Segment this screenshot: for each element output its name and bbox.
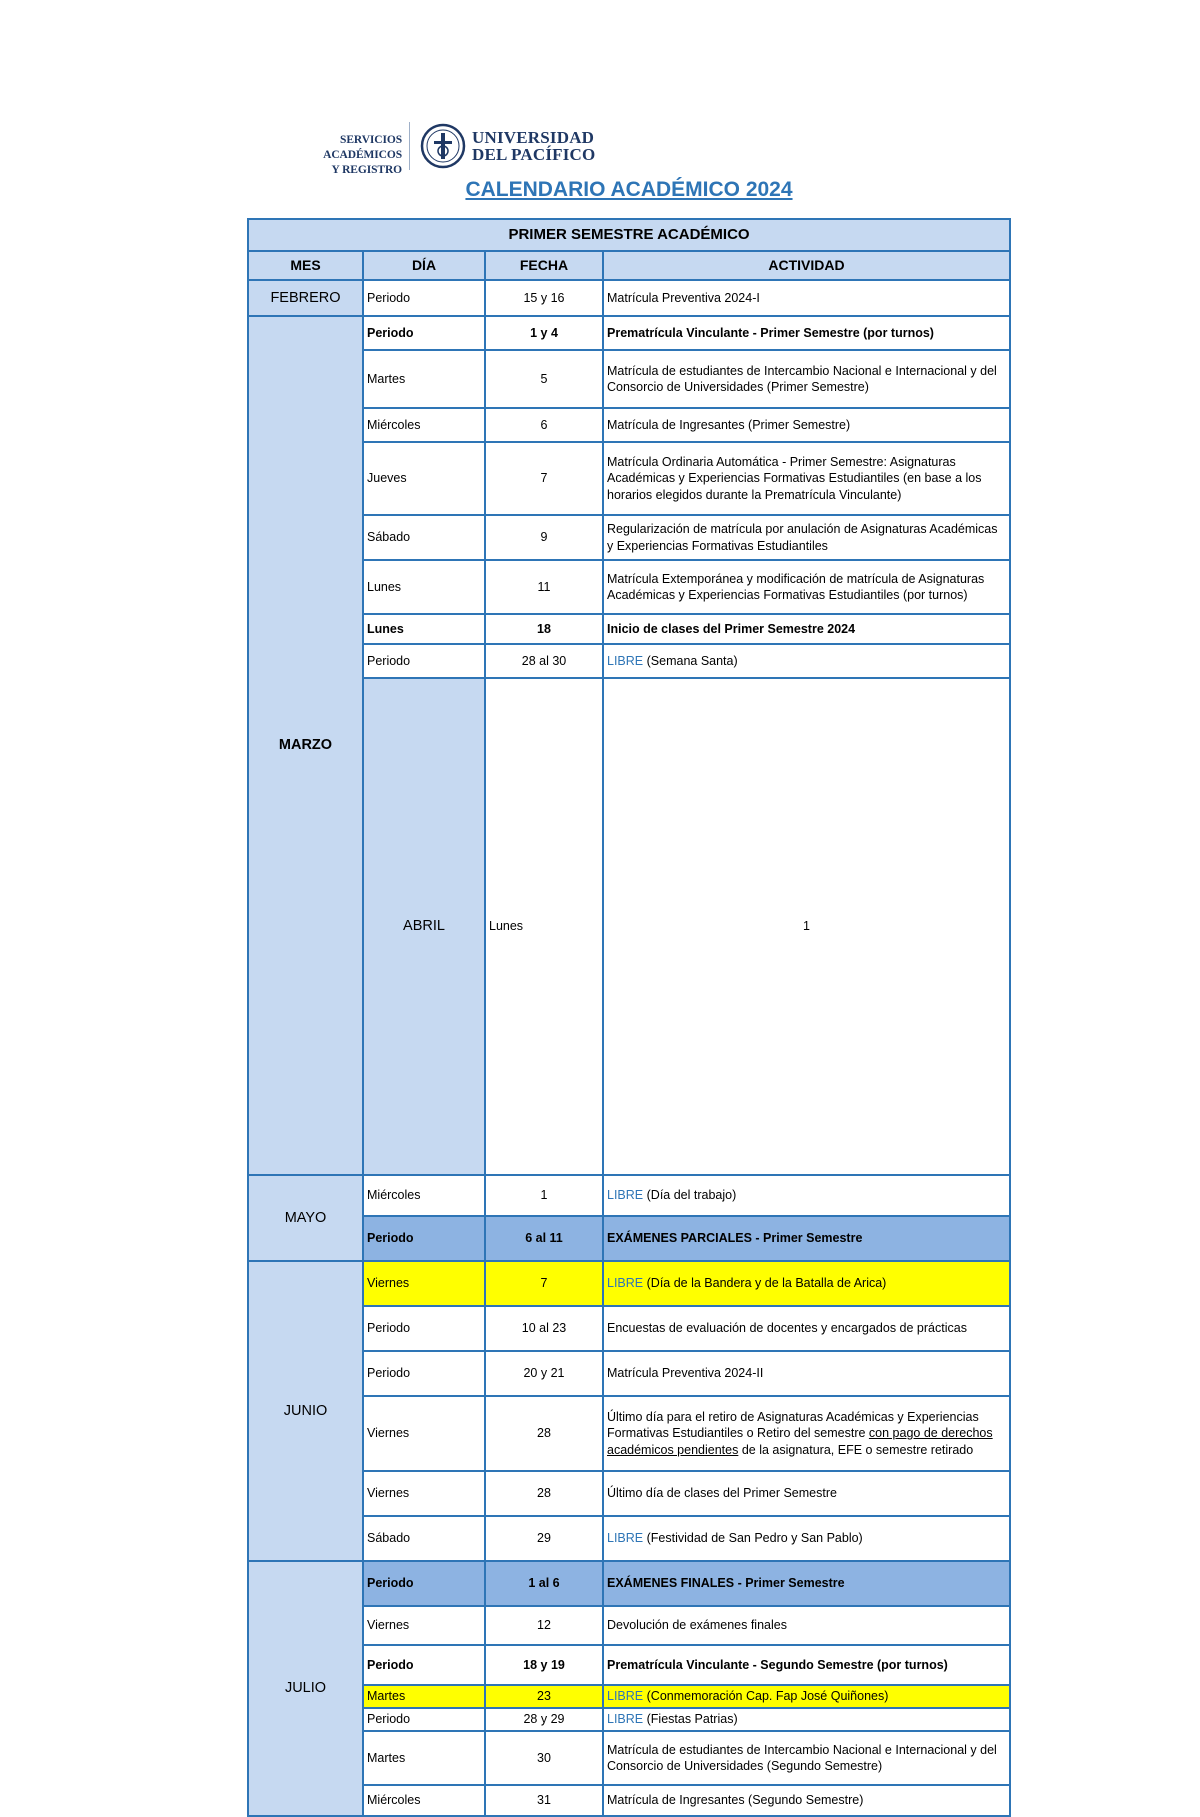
date-cell: 28 <box>485 1471 603 1516</box>
day-cell: Martes <box>363 1731 485 1785</box>
month-cell-junio: JUNIO <box>248 1261 363 1561</box>
activity-cell: Regularización de matrícula por anulación de Asignaturas Académicas y Experiencias Formativas Estudiantiles <box>603 515 1010 560</box>
date-cell: 1 al 6 <box>485 1561 603 1606</box>
column-header-row <box>248 251 1010 280</box>
table-row <box>248 1351 1010 1396</box>
activity-cell: Encuestas de evaluación de docentes y encargados de prácticas <box>603 1306 1010 1351</box>
table-row <box>248 1561 1010 1606</box>
services-logo-text <box>262 133 402 178</box>
day-cell: Periodo <box>363 1561 485 1606</box>
activity-cell <box>603 1396 1010 1471</box>
table-row <box>248 1396 1010 1471</box>
activity-text: (Día de la Bandera y de la Batalla de Arica) <box>646 1276 887 1291</box>
day-cell: Jueves <box>363 442 485 515</box>
activity-cell <box>603 1708 1010 1731</box>
university-logo-text <box>472 129 595 163</box>
table-row <box>248 1785 1010 1816</box>
activity-cell: Devolución de exámenes finales <box>603 1606 1010 1645</box>
activity-text: (Fiestas Patrias) <box>646 1712 738 1727</box>
table-row <box>248 1685 1010 1708</box>
date-cell: 6 al 11 <box>485 1216 603 1261</box>
day-cell: Periodo <box>363 1351 485 1396</box>
activity-text: de la asignatura, EFE o semestre retirado <box>741 1442 974 1457</box>
column-header-fecha: FECHA <box>485 251 603 280</box>
day-cell: Martes <box>363 1685 485 1708</box>
activity-cell: Matrícula Preventiva 2024-I <box>603 280 1010 316</box>
table-row <box>248 1606 1010 1645</box>
date-cell: 15 y 16 <box>485 280 603 316</box>
libre-label: LIBRE <box>607 653 644 668</box>
day-cell: Miércoles <box>363 1785 485 1816</box>
day-cell: Viernes <box>363 1261 485 1306</box>
day-cell: Lunes <box>363 560 485 614</box>
page-title-text: CALENDARIO ACADÉMICO 2024 <box>465 178 793 201</box>
day-cell: Miércoles <box>363 1175 485 1216</box>
activity-cell: Matrícula de Ingresantes (Segundo Semestre) <box>603 1785 1010 1816</box>
services-logo-line2: Y REGISTRO <box>331 164 402 176</box>
university-logo-line2: DEL PACÍFICO <box>472 145 596 164</box>
day-cell: Periodo <box>363 1708 485 1731</box>
date-cell: 7 <box>485 442 603 515</box>
activity-cell: Matrícula Extemporánea y modificación de matrícula de Asignaturas Académicas y Experiencias Formativas Estudiantiles (por turnos) <box>603 560 1010 614</box>
day-cell: Periodo <box>363 280 485 316</box>
semester-title: PRIMER SEMESTRE ACADÉMICO <box>248 219 1010 251</box>
table-row <box>248 1645 1010 1685</box>
table-row <box>248 408 1010 442</box>
table-row <box>248 614 1010 644</box>
date-cell: 18 <box>485 614 603 644</box>
activity-cell: Matrícula Preventiva 2024-II <box>603 1351 1010 1396</box>
date-cell: 23 <box>485 1685 603 1708</box>
university-seal-icon <box>420 123 466 169</box>
date-cell: 9 <box>485 515 603 560</box>
date-cell: 31 <box>485 1785 603 1816</box>
libre-label: LIBRE <box>607 1712 644 1727</box>
libre-label: LIBRE <box>607 1188 644 1203</box>
activity-cell: Matrícula de estudiantes de Intercambio Nacional e Internacional y del Consorcio de Universidades (Primer Semestre) <box>603 350 1010 408</box>
day-cell: Periodo <box>363 1216 485 1261</box>
libre-label: LIBRE <box>607 1689 644 1704</box>
activity-text: Último día para el retiro de Asignaturas Académicas y Experiencias Formativas Estudiantiles o Retiro del semestre <box>607 1409 979 1441</box>
month-cell-marzo: MARZO <box>248 316 363 1175</box>
activity-emphasis: con pago de derechos académicos pendientes <box>607 1426 993 1457</box>
day-cell: Viernes <box>363 1396 485 1471</box>
day-cell: Sábado <box>363 1516 485 1561</box>
date-cell: 30 <box>485 1731 603 1785</box>
table-row <box>248 515 1010 560</box>
date-cell: 28 al 30 <box>485 644 603 678</box>
day-cell: Periodo <box>363 644 485 678</box>
day-cell: Periodo <box>363 316 485 350</box>
date-cell: 1 <box>485 1175 603 1216</box>
column-header-actividad: ACTIVIDAD <box>603 251 1010 280</box>
page-title <box>0 178 1200 202</box>
table-row <box>248 1306 1010 1351</box>
activity-cell: Matrícula Ordinaria Automática - Primer Semestre: Asignaturas Académicas y Experiencias Formativas Estudiantiles (en base a los horarios elegidos durante la Prematrícula Vinculante) <box>603 442 1010 515</box>
month-cell-mayo: MAYO <box>248 1175 363 1261</box>
table-row <box>248 1731 1010 1785</box>
calendar-table <box>247 218 1011 1817</box>
table-row <box>248 1708 1010 1731</box>
activity-cell <box>603 1261 1010 1306</box>
semester-header-row <box>248 219 1010 251</box>
activity-cell: Prematrícula Vinculante - Segundo Semestre (por turnos) <box>603 1645 1010 1685</box>
table-row <box>248 560 1010 614</box>
activity-text: (Conmemoración Cap. Fap José Quiñones) <box>646 1689 889 1704</box>
date-cell: 11 <box>485 560 603 614</box>
date-cell: 5 <box>485 350 603 408</box>
date-cell: 29 <box>485 1516 603 1561</box>
table-row <box>248 280 1010 316</box>
day-cell: Lunes <box>485 678 603 1175</box>
table-row <box>248 1175 1010 1216</box>
table-row <box>248 1471 1010 1516</box>
activity-cell: Matrícula de estudiantes de Intercambio Nacional e Internacional y del Consorcio de Universidades (Segundo Semestre) <box>603 1731 1010 1785</box>
table-row <box>248 316 1010 350</box>
month-cell-julio: JULIO <box>248 1561 363 1816</box>
date-cell: 7 <box>485 1261 603 1306</box>
activity-text: (Semana Santa) <box>646 653 738 668</box>
table-row <box>248 644 1010 678</box>
day-cell: Periodo <box>363 1645 485 1685</box>
activity-cell <box>603 1175 1010 1216</box>
date-cell: 10 al 23 <box>485 1306 603 1351</box>
libre-label: LIBRE <box>607 1276 644 1291</box>
date-cell: 18 y 19 <box>485 1645 603 1685</box>
month-cell-abril: ABRIL <box>363 678 485 1175</box>
activity-cell: Último día de clases del Primer Semestre <box>603 1471 1010 1516</box>
activity-cell: Prematrícula Vinculante - Primer Semestre (por turnos) <box>603 316 1010 350</box>
logo-divider <box>409 122 410 170</box>
table-row <box>248 442 1010 515</box>
column-header-mes: MES <box>248 251 363 280</box>
day-cell: Martes <box>363 350 485 408</box>
date-cell: 6 <box>485 408 603 442</box>
services-logo-line1: SERVICIOS ACADÉMICOS <box>323 134 402 161</box>
table-row <box>248 1216 1010 1261</box>
activity-cell <box>603 1685 1010 1708</box>
date-cell: 28 y 29 <box>485 1708 603 1731</box>
activity-cell: Matrícula de Ingresantes (Primer Semestre) <box>603 408 1010 442</box>
activity-cell: EXÁMENES PARCIALES - Primer Semestre <box>603 1216 1010 1261</box>
day-cell: Periodo <box>363 1306 485 1351</box>
month-cell-febrero: FEBRERO <box>248 280 363 316</box>
date-cell: 28 <box>485 1396 603 1471</box>
table-row <box>248 678 1010 1175</box>
table-row <box>248 350 1010 408</box>
date-cell: 20 y 21 <box>485 1351 603 1396</box>
date-cell: 1 y 4 <box>485 316 603 350</box>
activity-cell <box>603 644 1010 678</box>
day-cell: Sábado <box>363 515 485 560</box>
day-cell: Viernes <box>363 1471 485 1516</box>
day-cell: Viernes <box>363 1606 485 1645</box>
libre-label: LIBRE <box>607 1531 644 1546</box>
column-header-dia: DÍA <box>363 251 485 280</box>
table-row <box>248 1261 1010 1306</box>
activity-text: (Festividad de San Pedro y San Pablo) <box>646 1531 863 1546</box>
date-cell: 12 <box>485 1606 603 1645</box>
day-cell: Miércoles <box>363 408 485 442</box>
date-cell: 1 <box>603 678 1010 1175</box>
university-logo-line1: UNIVERSIDAD <box>472 128 595 147</box>
table-row <box>248 1516 1010 1561</box>
activity-cell: EXÁMENES FINALES - Primer Semestre <box>603 1561 1010 1606</box>
activity-cell: Inicio de clases del Primer Semestre 2024 <box>603 614 1010 644</box>
activity-text: (Día del trabajo) <box>646 1188 737 1203</box>
activity-cell <box>603 1516 1010 1561</box>
day-cell: Lunes <box>363 614 485 644</box>
